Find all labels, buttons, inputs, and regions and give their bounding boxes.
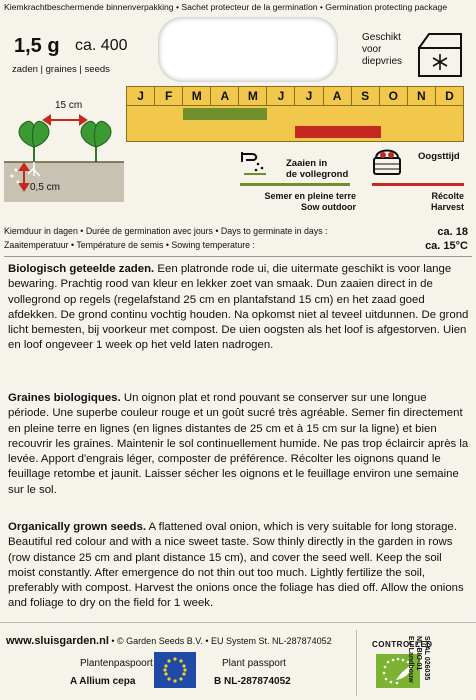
sow-period-bar [183,108,267,120]
footer-vertical-divider [356,630,357,696]
month-mar: M [183,86,211,106]
month-jun: J [267,86,295,106]
month-aug: A [324,86,352,106]
harvest-legend-title: Oogsttijd [418,151,460,162]
plant-passport-nl-label: Plantenpaspoort [80,658,153,669]
month-jan: J [126,86,155,106]
harvest-legend-subtitle: Récolte Harvest [430,191,464,212]
freezer-label: Geschikt voor diepvries [362,32,403,67]
month-nov: N [408,86,436,106]
plant-passport-en-label: Plant passport [222,658,286,669]
seedling-right-icon [81,121,111,162]
sow-legend-subtitle: Semer en pleine terre Sow outdoor [264,191,356,212]
month-header [126,86,464,106]
germination-days-value: ca. 18 [437,226,468,238]
footer-divider [0,622,476,623]
controlled-label: CONTROLLED [372,640,433,649]
description-french: Graines biologiques. Un oignon plat et rond pouvant se conserver sur une longue période. Une superbe couleur rouge et un goût sucré très agréable. Semer fin directement en pleine terre en lignes (en lignes distantes de 25 cm et à 15 cm sur la ligne) et bien recouvrir les graines. Maintenir le sol continuellement humide. Ne pas trop éclaircir après la levée. Apport d'engrais léger, composter de préférence. Récolter les oignons quand le feuillage retombe et jaunit. Laisser sécher les oignons et le feuillage environ une semaine sur le sol. [8,392,469,496]
packaging-tagline: Kiemkrachtbeschermende binnenverpakking • Sachet protecteur de la germination • Germination protecting package [4,2,448,12]
month-feb: F [155,86,183,106]
freezer-icon [415,30,465,78]
month-jul: J [295,86,323,106]
plant-passport-species: A Allium cepa [70,676,136,687]
sowing-depth-value: 0,5 cm [30,182,61,193]
description-dutch: Biologisch geteelde zaden. Een platronde rode ui, die uitermate geschikt is voor lange bewaring. Prachtig rood van kleur en lekker zoet van smaak. Dun zaaien direct in de vollegrond op regels (regelafstand 25 cm en plantafstand 15 cm) en het zaad goed afdekken. De grond continu vochtig houden. Na opkomst niet al teveel uitdunnen. De grond licht bemesten, bij voorkeur met compost. De uien oogsten als het loof is afgestorven. Uien en loof ongeveer 1 week op het veld laten nadrogen. [8,263,469,352]
sowing-calendar [126,106,464,142]
footer-company-line: www.sluisgarden.nl • © Garden Seeds B.V. • EU System St. NL-287874052 [6,635,332,647]
website-link[interactable]: www.sluisgarden.nl [6,635,109,647]
month-sep: S [352,86,380,106]
month-oct: O [380,86,408,106]
harvest-period-bar [295,126,381,138]
sowing-temperature-label: Zaaitemperatuur • Température de semis • Sowing temperature : [4,240,255,250]
description-english: Organically grown seeds. A flattened oval onion, which is very suitable for long storage. Beautiful red colour and with a nice sweet taste. Sow thinly directly in the garden in rows (row distance 25 cm and plant distance 15 cm), and cover the seed well. Keep the soil moist constantly. After emergence do not thin out too much. Lightly fertilize the soil, preferably with compost. Harvest the onions once the foliage has died off. Allow the onions and foliage to dry on the field for 1 week. [8,521,464,610]
sowing-hand-icon [238,148,270,176]
sowing-temperature-value: ca. 15°C [425,240,468,252]
harvest-basket-icon [370,144,404,178]
germination-days-label: Kiemduur in dagen • Durée de germination avec jours • Days to germinate in days : [4,226,328,236]
package-window [158,17,338,82]
month-dec: D [436,86,464,106]
month-apr: A [211,86,239,106]
spacing-arrow-icon [44,116,86,124]
seed-weight: 1,5 g [14,35,60,57]
section-divider [4,256,472,257]
harvest-legend-line [372,183,464,186]
month-may: M [239,86,267,106]
plant-spacing-value: 15 cm [55,100,83,111]
plant-passport-code: B NL-287874052 [214,676,291,687]
eu-flag-icon [154,652,196,688]
seed-count: ca. 400 [75,37,128,54]
sow-legend-line [240,183,350,186]
seed-units: zaden | graines | seeds [12,64,110,75]
sow-legend-title: Zaaien in de vollegrond [286,158,349,180]
organic-certification-code: SKAL 026035 NL-BIO-01 EU Landbouw [407,636,430,683]
